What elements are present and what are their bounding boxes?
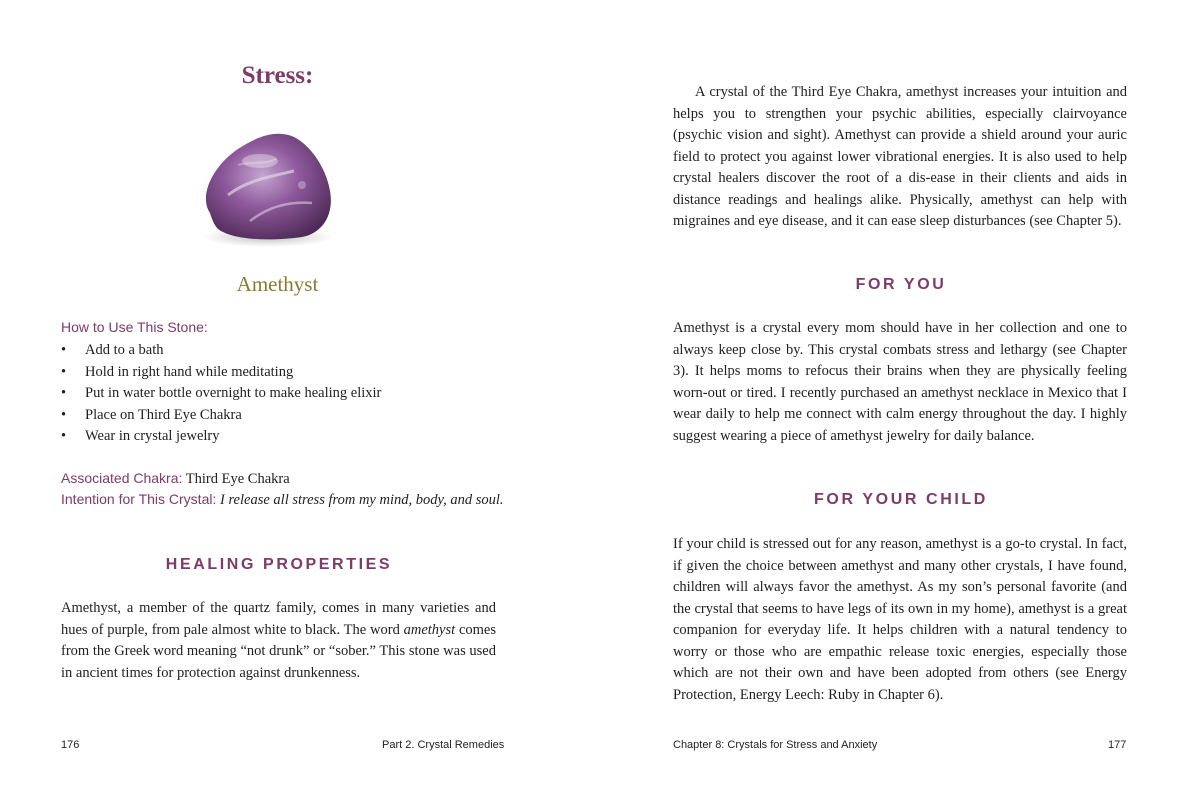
list-item: • Place on Third Eye Chakra <box>61 405 381 427</box>
intention-label: Intention for This Crystal: <box>61 491 217 507</box>
right-page <box>594 0 1187 799</box>
intro-paragraph: A crystal of the Third Eye Chakra, amethyst increases your intuition and helps you to strengthen your psychic abilities, especially clairvoyance (psychic vision and sight). Amethyst can provide a shield around your auric field to protect you against lower vibrational energies. It is also used to help crystal healers discover the root of a dis-ease in their clients and aids in distance readings and healings alike. Physically, amethyst can help with migraines and eye disease, and it can ease sleep disturbances (see Chapter 5). <box>673 84 1127 229</box>
page-number: 176 <box>61 739 80 751</box>
for-your-child-paragraph: If your child is stressed out for any reason, amethyst is a go-to crystal. In fact, if given the choice between amethyst and many other crystals, I have found, children will always favor the amethyst. As my son’s personal favorite (and the crystal that seems to have legs of its own in my home), amethyst is a great companion for everyday life. It helps children with a natural tendency to worry or those who are empathic release toxic energies, especially those which are not their own and have been adopted from others (see Energy Protection, Energy Leech: Ruby in Chapter 6). <box>673 536 1127 703</box>
stone-name: Amethyst <box>236 272 319 296</box>
associated-chakra-label: Associated Chakra: <box>61 470 183 486</box>
list-item: • Wear in crystal jewelry <box>61 426 381 448</box>
associated-chakra-value: Third Eye Chakra <box>182 471 290 487</box>
list-item: • Add to a bath <box>61 340 381 362</box>
running-title: Part 2. Crystal Remedies <box>382 739 505 751</box>
healing-properties-text <box>61 598 496 684</box>
how-to-use-label: How to Use This Stone: <box>61 319 208 335</box>
page-number: 177 <box>1108 739 1127 751</box>
associated-chakra-line <box>61 470 290 488</box>
running-title: Chapter 8: Crystals for Stress and Anxiety <box>673 739 878 751</box>
list-item: • Put in water bottle overnight to make healing elixir <box>61 383 381 405</box>
healing-text-part: Amethyst, a member of the quartz family, comes in many varieties and hues of purple, from pale almost white to black. The word <box>61 600 496 638</box>
healing-text-italic: amethyst <box>403 621 456 638</box>
healing-text-part: comes from the Greek word meaning “not drunk” or “sober.” This stone was used in ancient times for protection against drunkenness. <box>61 621 496 681</box>
healing-properties-heading: HEALING PROPERTIES <box>165 556 393 573</box>
amethyst-stone-image <box>190 125 340 250</box>
intention-line <box>61 491 504 509</box>
section-title: Stress: <box>241 62 314 89</box>
uses-list <box>61 340 381 448</box>
intention-value: I release all stress from my mind, body, and soul. <box>216 492 504 508</box>
list-item: • Hold in right hand while meditating <box>61 362 381 384</box>
for-your-child-heading: FOR YOUR CHILD <box>814 491 988 508</box>
for-you-paragraph: Amethyst is a crystal every mom should have in her collection and one to always keep close by. This crystal combats stress and lethargy (see Chapter 3). It helps moms to refocus their brains when they are physically feeling worn-out or tired. I recently purchased an amethyst necklace in Mexico that I wear daily to help me connect with calm energy throughout the day. I highly suggest wearing a piece of amethyst jewelry for daily balance. <box>673 320 1127 444</box>
for-you-heading: FOR YOU <box>855 276 947 293</box>
